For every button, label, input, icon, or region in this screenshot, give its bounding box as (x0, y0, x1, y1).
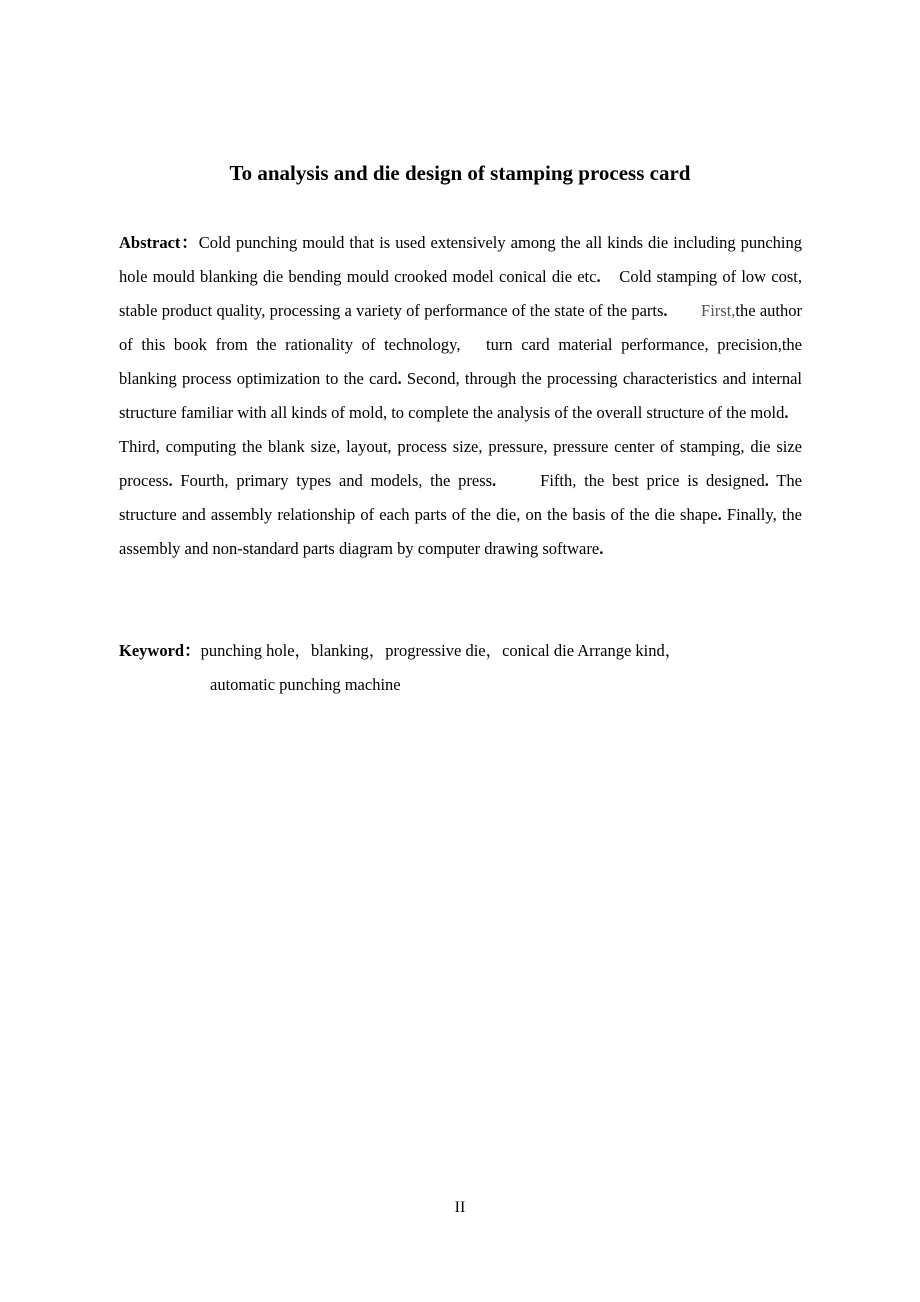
abstract-text: The structure and assembly relationship of each parts of the die, on the basis of the die shape (119, 471, 802, 524)
abstract-text: Cold stamping of low cost, stable product quality, processing a variety of performance of the state of the parts (119, 267, 802, 320)
abstract-stop: . (599, 539, 604, 558)
abstract-stop: . (168, 471, 173, 490)
abstract-stop: . (717, 505, 722, 524)
abstract-text: Cold punching mould that is used extensively among the all kinds die including punching hole mould blanking die bending mould crooked model conical die etc (119, 233, 802, 286)
abstract-text: the author of this book from the rationality of technology, turn card material performance, precision,the blanking process optimization to the card (119, 301, 803, 388)
abstract-first-word: First, (667, 301, 736, 320)
keywords-continuation: automatic punching machine (210, 675, 401, 694)
abstract-stop: . (784, 403, 789, 422)
abstract-stop: . (764, 471, 769, 490)
abstract-stop: . (397, 369, 402, 388)
abstract-label: Abstract： (119, 233, 199, 252)
abstract-stop: . (596, 267, 601, 286)
keywords-list: punching hole，blanking，progressive die，conical die Arrange kind， (200, 641, 682, 660)
abstract-text: Fourth, primary types and models, the press (172, 471, 493, 490)
abstract-text: Finally, the assembly and non-standard parts diagram by computer drawing software (119, 505, 802, 558)
abstract-text: Fifth, the best price is designed (496, 471, 765, 490)
abstract-text: Third, computing the blank size, layout, process size, pressure, pressure center of stamping, die size process (119, 403, 822, 490)
document-title: To analysis and die design of stamping process card (229, 161, 691, 185)
abstract-paragraph (119, 226, 822, 566)
keywords-line (119, 634, 802, 668)
abstract-text: Second, through the processing characteristics and internal structure familiar with all kinds of mold, to complete the analysis of the overall structure of the mold (119, 369, 802, 422)
page-number: II (454, 1199, 466, 1216)
keywords-label: Keyword： (119, 641, 201, 660)
abstract-stop: . (663, 301, 668, 320)
abstract-stop: . (492, 471, 497, 490)
